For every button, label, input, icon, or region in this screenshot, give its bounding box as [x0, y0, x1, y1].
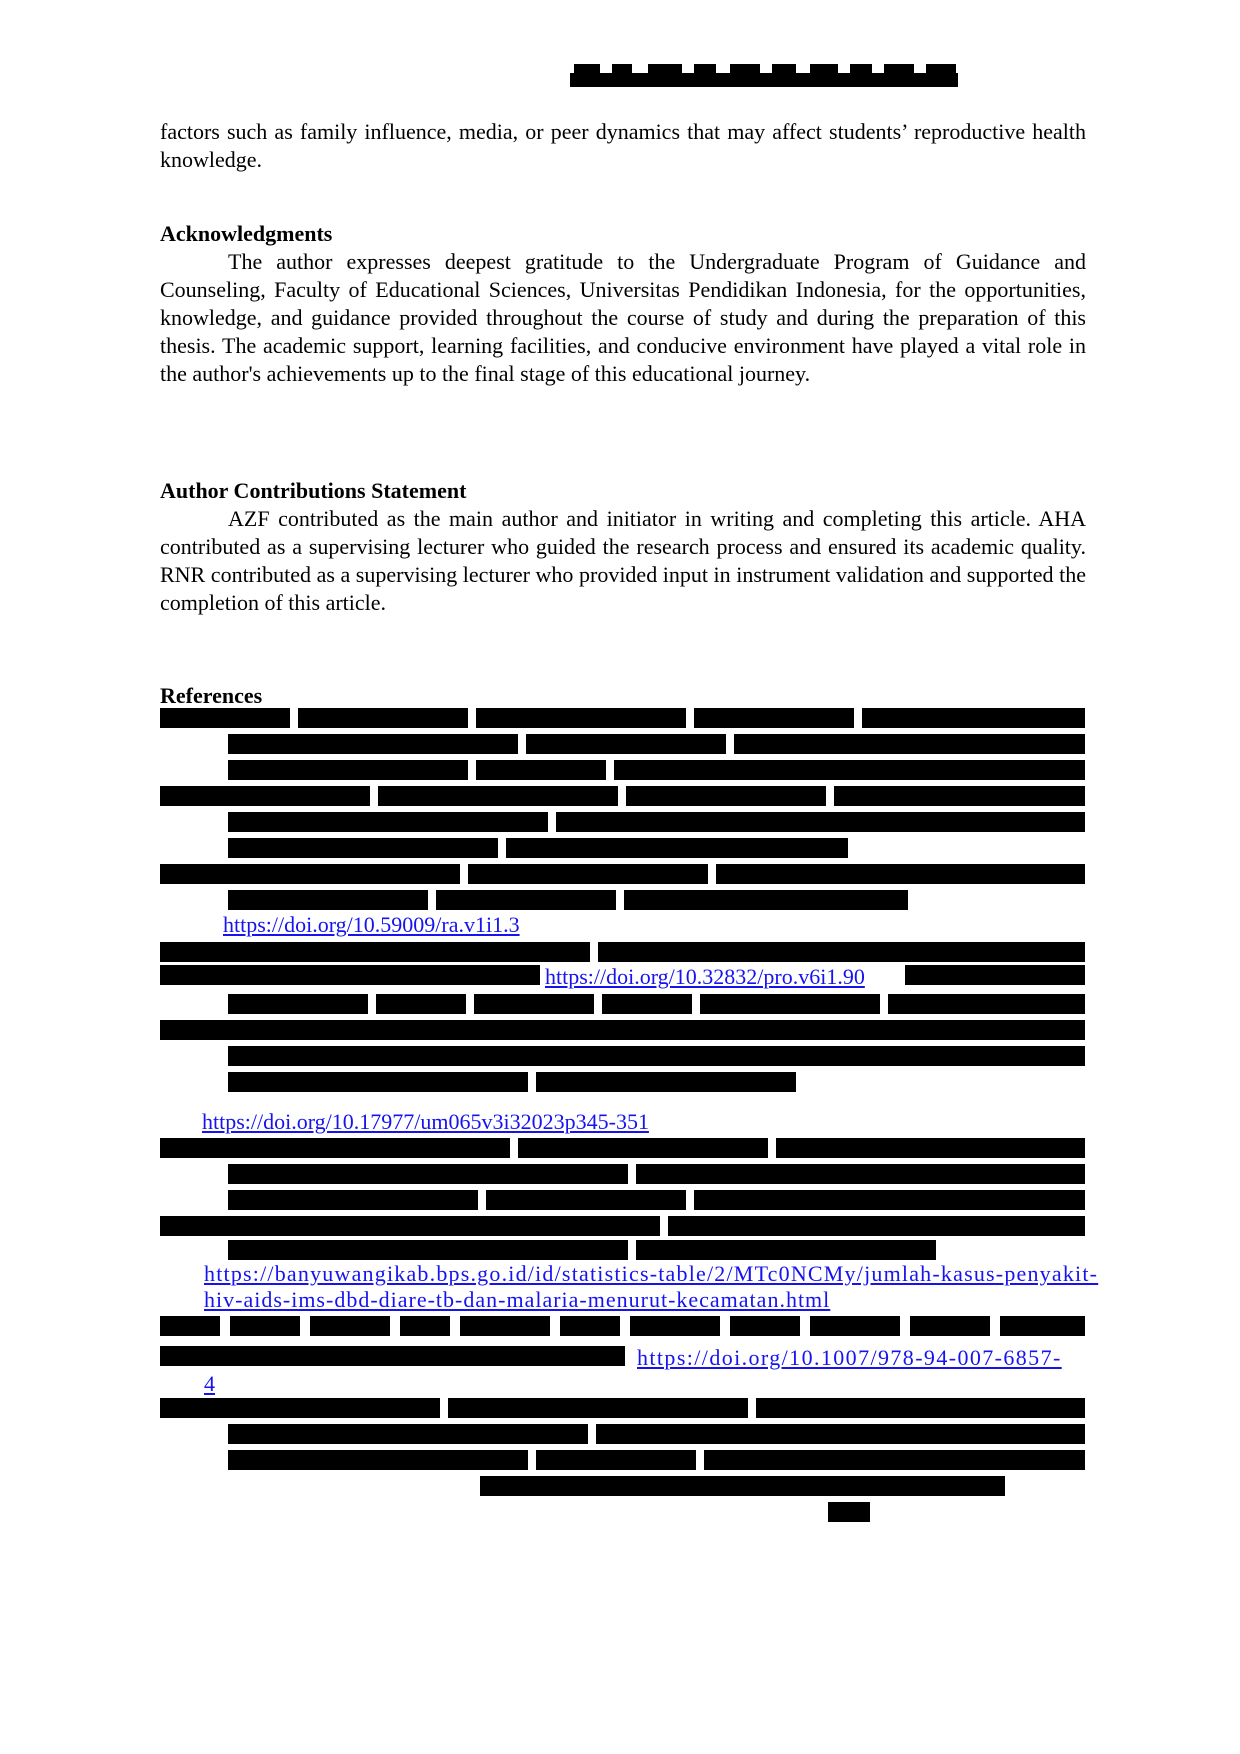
redaction-bar [602, 994, 692, 1014]
redaction-bar [476, 760, 606, 780]
redaction-bar [598, 942, 1085, 962]
redaction-bar [624, 890, 908, 910]
redaction-bar [694, 708, 854, 728]
redaction-bar [160, 1216, 660, 1236]
redaction-bar [556, 812, 1085, 832]
redaction-bar [668, 1216, 1085, 1236]
reference-link-6[interactable]: 4 [204, 1371, 215, 1396]
redaction-bar [474, 994, 594, 1014]
redaction-bar [506, 838, 848, 858]
redaction-bar [526, 734, 726, 754]
redaction-bar [834, 786, 1085, 806]
reference-link-5[interactable]: https://doi.org/10.1007/978-94-007-6857- [637, 1345, 1062, 1370]
redaction-bar [160, 1138, 510, 1158]
redaction-bar [910, 1316, 990, 1336]
redaction-bar [614, 760, 1085, 780]
redaction-bar [160, 864, 460, 884]
redaction-bar [228, 994, 368, 1014]
redaction-bar [160, 708, 290, 728]
redaction-bar [828, 1502, 870, 1522]
redaction-bar [596, 1424, 1085, 1444]
redaction-bar [518, 1138, 768, 1158]
redaction-bar [228, 1046, 1085, 1066]
redaction-bar [160, 1346, 625, 1366]
author-contributions-paragraph: AZF contributed as the main author and initiator in writing and completing this article. AHA contributed as a supervising lecturer who guided the research process and ensured its academic quality. RNR contributed as a supervising lecturer who provided input in instrument validation and supported the completion of this article. [160, 506, 1086, 615]
redaction-bar [228, 1450, 528, 1470]
redaction-bar [228, 760, 468, 780]
redaction-bar [716, 864, 1085, 884]
redaction-bar [700, 994, 880, 1014]
redaction-bar [636, 1240, 936, 1260]
reference-link-4[interactable]: hiv-aids-ims-dbd-diare-tb-dan-malaria-menurut-kecamatan.html [204, 1287, 831, 1312]
redaction-bar [230, 1316, 300, 1336]
reference-link-3[interactable]: https://banyuwangikab.bps.go.id/id/statistics-table/2/MTc0NCMy/jumlah-kasus-penyakit- [204, 1261, 1099, 1286]
redaction-bar [776, 1138, 1085, 1158]
redaction-bar [862, 708, 1085, 728]
redaction-bar [560, 1316, 620, 1336]
author-contributions-heading: Author Contributions Statement [160, 478, 467, 503]
redaction-bar [694, 1190, 1085, 1210]
redaction-bar [228, 1240, 628, 1260]
redaction-bar [298, 708, 468, 728]
redaction-bar [468, 864, 708, 884]
redaction-bar [888, 994, 1085, 1014]
redaction-bar [436, 890, 616, 910]
redaction-bar [400, 1316, 450, 1336]
reference-link-1[interactable]: https://doi.org/10.32832/pro.v6i1.90 [545, 964, 865, 989]
redaction-bar [376, 994, 466, 1014]
redaction-bar [630, 1316, 720, 1336]
redaction-bar [905, 965, 1085, 985]
redaction-bar [730, 1316, 800, 1336]
redaction-bar [460, 1316, 550, 1336]
reference-link-0[interactable]: https://doi.org/10.59009/ra.v1i1.3 [223, 912, 520, 937]
redaction-bar [734, 734, 1085, 754]
redaction-bar [448, 1398, 748, 1418]
redaction-bar [486, 1190, 686, 1210]
reference-link-2[interactable]: https://doi.org/10.17977/um065v3i32023p345-351 [202, 1109, 649, 1134]
redaction-bar [536, 1450, 696, 1470]
redaction-bar [160, 1020, 1085, 1040]
redaction-bar [626, 786, 826, 806]
redaction-bar [228, 890, 428, 910]
redaction-bar [704, 1450, 1085, 1470]
redaction-bar [476, 708, 686, 728]
redaction-bar [228, 734, 518, 754]
redaction-bar [228, 812, 548, 832]
redaction-bar [160, 965, 540, 985]
redaction-bar [160, 942, 590, 962]
redaction-bar [378, 786, 618, 806]
intro-paragraph: factors such as family influence, media, or peer dynamics that may affect students’ reproductive health knowledge. [160, 119, 1086, 172]
redaction-bar [160, 1316, 220, 1336]
redaction-bar [160, 1398, 440, 1418]
acknowledgments-heading: Acknowledgments [160, 221, 333, 246]
redaction-bar [636, 1164, 1085, 1184]
redaction-bar [536, 1072, 796, 1092]
redaction-bar [160, 786, 370, 806]
redaction-bar [228, 1164, 628, 1184]
redaction-bar [756, 1398, 1085, 1418]
acknowledgments-paragraph: The author expresses deepest gratitude to the Undergraduate Program of Guidance and Counseling, Faculty of Educational Sciences, Universitas Pendidikan Indonesia, for the opportunities, knowledge, and guidance provided throughout the course of study and during the preparation of this thesis. The academic support, learning facilities, and conducive environment have played a vital role in the author's achievements up to the final stage of this educational journey. [160, 249, 1086, 386]
references-heading: References [160, 683, 263, 708]
redaction-bar [310, 1316, 390, 1336]
redaction-bar [228, 1424, 588, 1444]
redaction-bar [228, 838, 498, 858]
redaction-bar [810, 1316, 900, 1336]
redaction-bar [1000, 1316, 1085, 1336]
redaction-bar [480, 1476, 1005, 1496]
redaction-bar [228, 1072, 528, 1092]
redaction-bar [228, 1190, 478, 1210]
